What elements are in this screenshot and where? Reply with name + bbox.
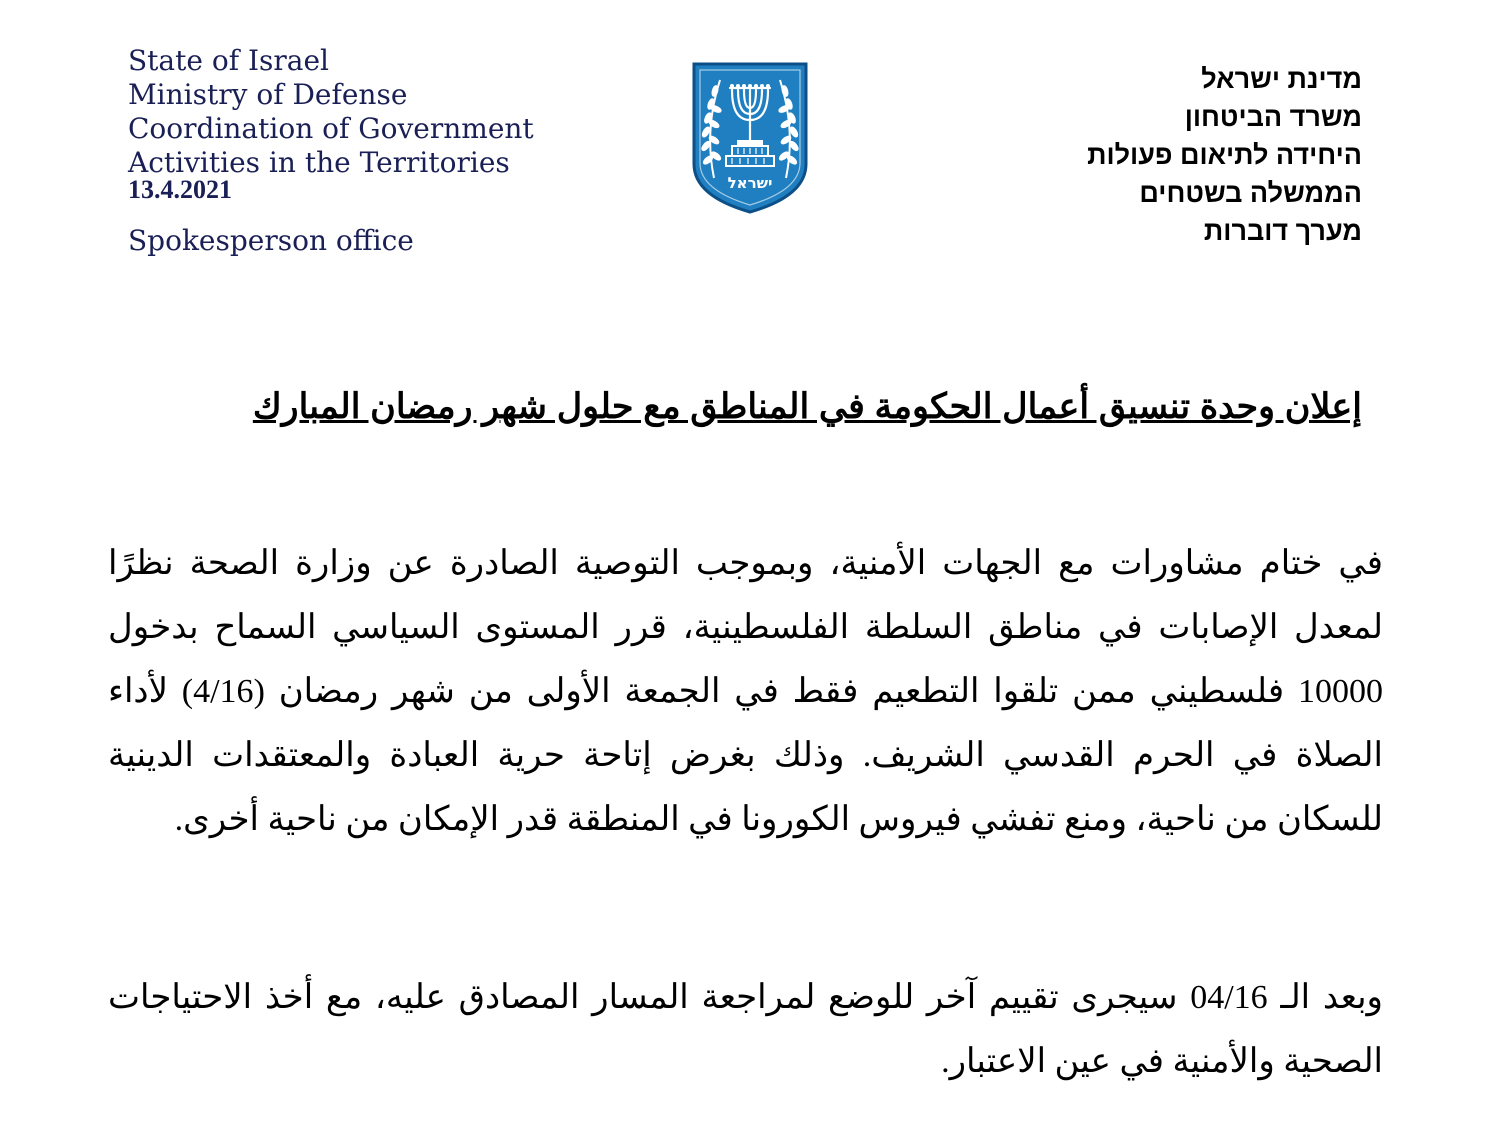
unit-name-line2-he: הממשלה בשטחים [1139,178,1362,208]
body-paragraph-1: في ختام مشاورات مع الجهات الأمنية، وبموجب التوصية الصادرة عن وزارة الصحة نظرًا لمعدل الإصابات في مناطق السلطة الفلسطينية، قرر المستوى السياسي السماح بدخول 10000 فلسطيني ممن تلقوا التطعيم فقط في الجمعة الأولى من شهر رمضان (4/16) لأداء الصلاة في الحرم القدسي الشريف. وذلك بغرض إتاحة حرية العبادة والمعتقدات الدينية للسكان من ناحية، ومنع تفشي فيروس الكورونا في المنطقة قدر الإمكان من ناحية أخرى. [108,545,1383,838]
emblem-of-israel-icon [690,60,810,216]
english-letterhead [128,44,548,258]
unit-name-line1-en: Coordination of Government [128,112,534,145]
hebrew-letterhead [922,60,1362,250]
unit-name-line2-en: Activities in the Territories [128,146,510,179]
document-date: 13.4.2021 [128,175,232,204]
country-name-he: מדינת ישראל [1201,64,1362,94]
ministry-name-he: משרד הביטחון [1184,102,1362,132]
country-name-en: State of Israel [128,44,330,77]
office-name-en: Spokesperson office [128,224,414,257]
ministry-name-en: Ministry of Defense [128,78,408,111]
emblem-caption: ישראל [727,174,773,192]
office-name-he: מערך דוברות [1203,216,1362,246]
document-title: إعلان وحدة تنسيق أعمال الحكومة في المناطق مع حلول شهر رمضان المبارك [252,387,1362,426]
body-paragraph-2: وبعد الـ 04/16 سيجرى تقييم آخر للوضع لمراجعة المسار المصادق عليه، مع أخذ الاحتياجات الصحية والأمنية في عين الاعتبار. [108,979,1383,1080]
unit-name-line1-he: היחידה לתיאום פעולות [1087,140,1362,170]
